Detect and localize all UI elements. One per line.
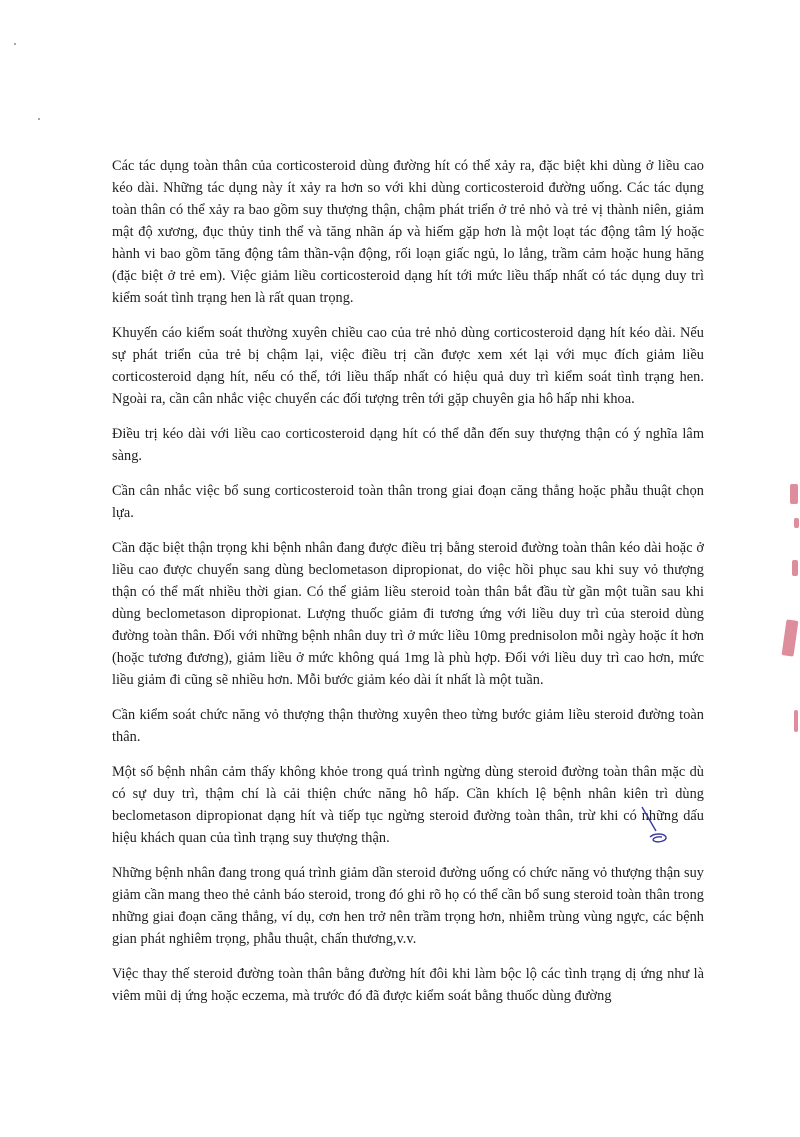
document-body [112, 155, 704, 1020]
paragraph: Những bệnh nhân đang trong quá trình giảm dần steroid đường uống có chức năng vỏ thượng thận suy giảm cần mang theo thẻ cảnh báo steroid, trong đó ghi rõ họ có thể cần bổ sung steroid toàn thân trong những giai đoạn căng thẳng, ví dụ, cơn hen trở nên trầm trọng hơn, nhiễm trùng vùng ngực, các bệnh gian phát nghiêm trọng, phẫu thuật, chấn thương,v.v. [112, 865, 704, 947]
paragraph: Cần kiểm soát chức năng vỏ thượng thận thường xuyên theo từng bước giảm liều steroid đường toàn thân. [112, 707, 704, 745]
paragraph: Các tác dụng toàn thân của corticosteroid dùng đường hít có thể xảy ra, đặc biệt khi dùng ở liều cao kéo dài. Những tác dụng này ít xảy ra hơn so với khi dùng corticosteroid đường uống. Các tác dụng toàn thân có thể xảy ra bao gồm suy thượng thận, chậm phát triển ở trẻ nhỏ và trẻ vị thành niên, giảm mật độ xương, đục thủy tinh thể và tăng nhãn áp và hiếm gặp hơn là một loạt tác động tâm lý hoặc hành vi bao gồm tăng động tâm thần-vận động, rối loạn giấc ngủ, lo lắng, trầm cảm hoặc hung hăng (đặc biệt ở trẻ em). Việc giảm liều corticosteroid dạng hít tới mức liều thấp nhất có tác dụng duy trì kiểm soát tình trạng hen là rất quan trọng. [112, 158, 704, 306]
paragraph: Việc thay thế steroid đường toàn thân bằng đường hít đôi khi làm bộc lộ các tình trạng dị ứng như là viêm mũi dị ứng hoặc eczema, mà trước đó đã được kiểm soát bằng thuốc dùng đường [112, 966, 704, 1004]
pen-annotation-mark [636, 803, 676, 845]
paragraph: Khuyến cáo kiểm soát thường xuyên chiều cao của trẻ nhỏ dùng corticosteroid dạng hít kéo dài. Nếu sự phát triển của trẻ bị chậm lại, việc điều trị cần được xem xét lại với mục đích giảm liều corticosteroid dạng hít, nếu có thể, tới liều thấp nhất có hiệu quả duy trì kiểm soát tình trạng hen. Ngoài ra, cần cân nhắc việc chuyển các đối tượng trên tới gặp chuyên gia hô hấp nhi khoa. [112, 325, 704, 407]
paragraph: Cần cân nhắc việc bổ sung corticosteroid toàn thân trong giai đoạn căng thẳng hoặc phẫu thuật chọn lựa. [112, 483, 704, 521]
scan-speck [14, 43, 16, 45]
stamp-edge-fragment [776, 470, 800, 770]
paragraph: Một số bệnh nhân cảm thấy không khỏe trong quá trình ngừng dùng steroid đường toàn thân mặc dù có sự duy trì, thậm chí là cải thiện chức năng hô hấp. Cần khích lệ bệnh nhân kiên trì dùng beclometason dipropionat dạng hít và tiếp tục ngừng steroid đường toàn thân, trừ khi có những dấu hiệu khách quan của tình trạng suy thượng thận. [112, 764, 704, 846]
paragraph: Điều trị kéo dài với liều cao corticosteroid dạng hít có thể dẫn đến suy thượng thận có ý nghĩa lâm sàng. [112, 426, 704, 464]
paragraph: Cần đặc biệt thận trọng khi bệnh nhân đang được điều trị bằng steroid đường toàn thân kéo dài hoặc ở liều cao được chuyển sang dùng beclometason dipropionat, do việc hồi phục sau khi suy vỏ thượng thận có thể mất nhiều thời gian. Có thể giảm liều steroid toàn thân bắt đầu từ gần một tuần sau khi dùng beclometason dipropionat. Lượng thuốc giảm đi tương ứng với liều duy trì của steroid dùng đường toàn thân. Đối với những bệnh nhân duy trì ở mức liều 10mg prednisolon mỗi ngày hoặc ít hơn (hoặc tương đương), giảm liều ở mức không quá 1mg là phù hợp. Đối với liều duy trì cao hơn, mức liều giảm đi cũng sẽ nhiều hơn. Mỗi bước giảm kéo dài ít nhất là một tuần. [112, 540, 704, 688]
scan-speck [38, 118, 40, 120]
